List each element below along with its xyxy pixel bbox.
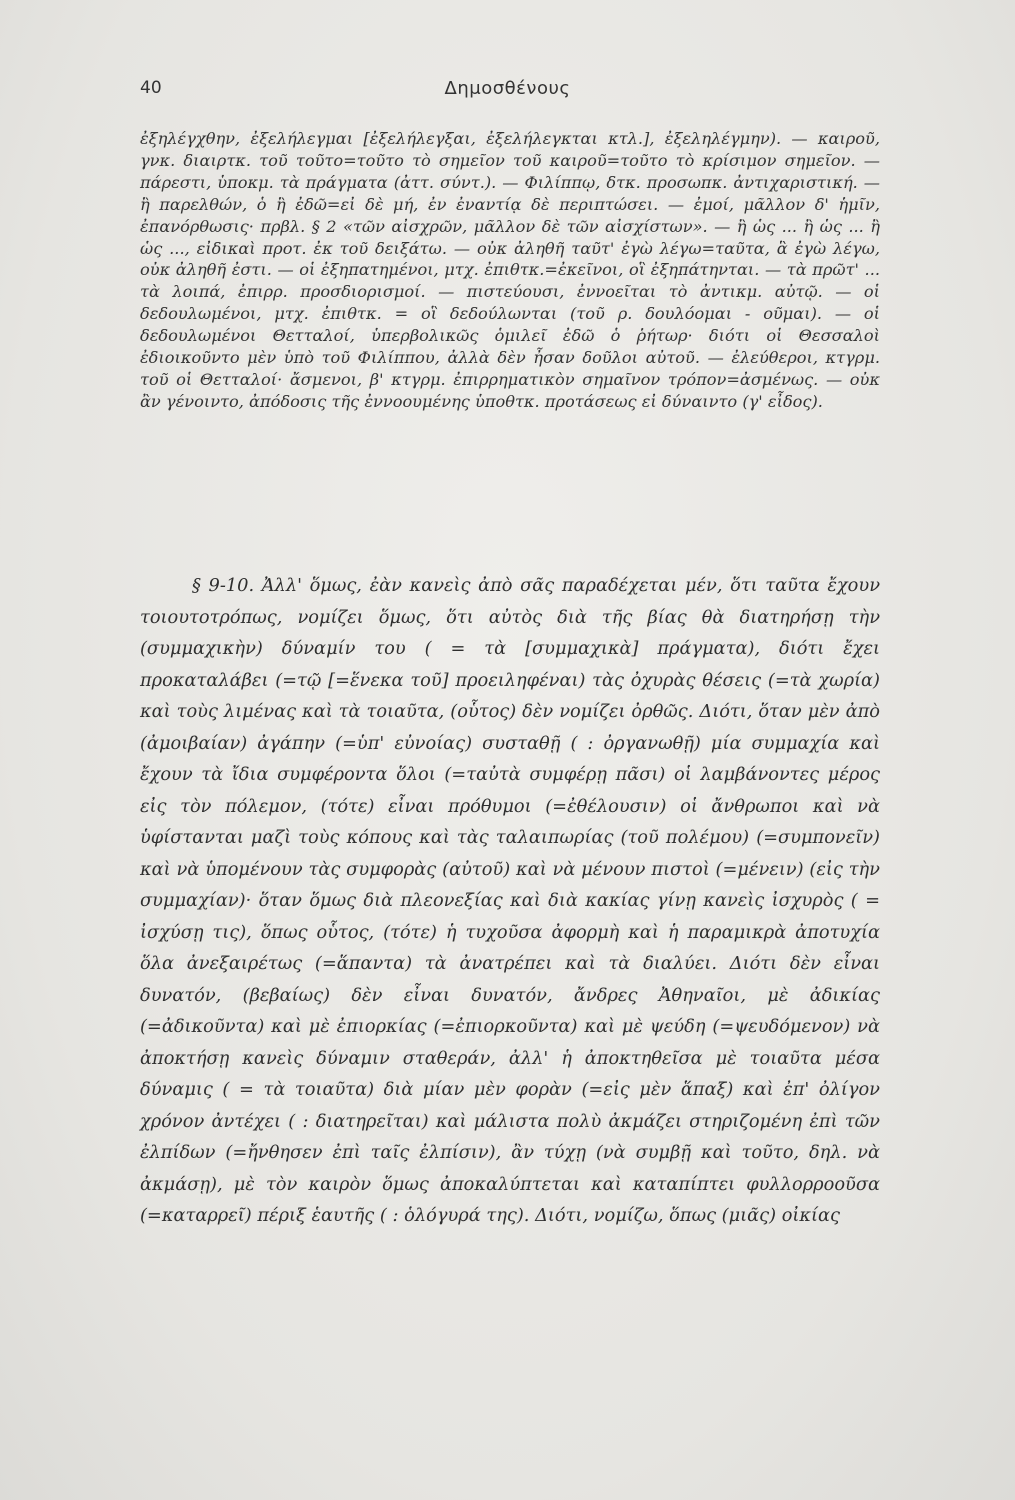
page-number: 40: [140, 78, 162, 98]
translation-paragraph: § 9-10. Ἀλλ' ὅμως, ἐὰν κανεὶς ἀπὸ σᾶς παραδέχεται μέν, ὅτι ταῦτα ἔχουν τοιουτοτρόπως, νομίζει ὅμως, ὅτι αὐτὸς διὰ τῆς βίας θὰ διατηρήσῃ τὴν (συμμαχικὴν) δύναμίν του ( = τὰ [συμμαχικὰ] πράγματα), διότι ἔχει προκαταλάβει (=τῷ [=ἕνεκα τοῦ] προειληφέναι) τὰς ὀχυρὰς θέσεις (=τὰ χωρία) καὶ τοὺς λιμένας καὶ τὰ τοιαῦτα, (οὗτος) δὲν νομίζει ὀρθῶς. Διότι, ὅταν μὲν ἀπὸ (ἀμοιβαίαν) ἀγάπην (=ὑπ' εὐνοίας) συσταθῇ ( : ὀργανωθῇ) μία συμμαχία καὶ ἔχουν τὰ ἴδια συμφέροντα ὅλοι (=ταὐτὰ συμφέρῃ πᾶσι) οἱ λαμβάνοντες μέρος εἰς τὸν πόλεμον, (τότε) εἶναι πρόθυμοι (=ἐθέλουσιν) οἱ ἄνθρωποι καὶ νὰ ὑφίστανται μαζὶ τοὺς κόπους καὶ τὰς ταλαιπωρίας (τοῦ πολέμου) (=συμπονεῖν) καὶ νὰ ὑπομένουν τὰς συμφορὰς (αὐτοῦ) καὶ νὰ μένουν πιστοὶ (=μένειν) (εἰς τὴν συμμαχίαν)· ὅταν ὅμως διὰ πλεονεξίας καὶ διὰ κακίας γίνῃ κανεὶς ἰσχυρὸς ( = ἰσχύσῃ τις), ὅπως οὗτος, (τότε) ἡ τυχοῦσα ἀφορμὴ καὶ ἡ παραμικρὰ ἀποτυχία ὅλα ἀνεξαιρέτως (=ἅπαντα) τὰ ἀνατρέπει καὶ τὰ διαλύει. Διότι δὲν εἶναι δυνατόν, (βεβαίως) δὲν εἶναι δυνατόν, ἄνδρες Ἀθηναῖοι, μὲ ἀδικίας (=ἀδικοῦντα) καὶ μὲ ἐπιορκίας (=ἐπιορκοῦντα) καὶ μὲ ψεύδη (=ψευδόμενον) νὰ ἀποκτήσῃ κανεὶς δύναμιν σταθεράν, ἀλλ' ἡ ἀποκτηθεῖσα μὲ τοιαῦτα μέσα δύναμις ( = τὰ τοιαῦτα) διὰ μίαν μὲν φορὰν (=εἰς μὲν ἅπαξ) καὶ ἐπ' ὀλίγον χρόνον ἀντέχει ( : διατηρεῖται) καὶ μάλιστα πολὺ ἀκμάζει στηριζομένη ἐπὶ τῶν ἐλπίδων (=ἤνθησεν ἐπὶ ταῖς ἐλπίσιν), ἂν τύχῃ (νὰ συμβῇ καὶ τοῦτο, δηλ. νὰ ἀκμάσῃ), μὲ τὸν καιρὸν ὅμως ἀποκαλύπτεται καὶ καταπίπτει φυλλορροοῦσα (=καταρρεῖ) πέριξ ἑαυτῆς ( : ὁλόγυρά της). Διότι, νομίζω, ὅπως (μιᾶς) οἰκίας: [140, 575, 880, 1226]
main-translation: [140, 570, 880, 1232]
page-header: [140, 78, 875, 108]
commentary-notes: [140, 128, 880, 413]
running-title: Δημοσθένους: [444, 78, 571, 99]
commentary-paragraph: ἐξηλέγχθην, ἐξελήλεγμαι [ἐξελήλεγξαι, ἐξελήλεγκται κτλ.], ἐξεληλέγμην). — καιροῦ, γνκ. διαιρτκ. τοῦ τοῦτο=τοῦτο τὸ σημεῖον τοῦ καιροῦ=τοῦτο τὸ κρίσιμον σημεῖον. — πάρεστι, ὑποκμ. τὰ πράγματα (ἀττ. σύντ.). — Φιλίππῳ, δτκ. προσωπκ. ἀντιχαριστική. — ἢ παρελθών, ὁ ἢ ἐδῶ=εἰ δὲ μή, ἐν ἐναντίᾳ δὲ περιπτώσει. — ἐμοί, μᾶλλον δ' ἡμῖν, ἐπανόρθωσις· πρβλ. § 2 «τῶν αἰσχρῶν, μᾶλλον δὲ τῶν αἰσχίστων». — ἢ ὡς ... ἢ ὡς ... ἢ ὡς ..., εἰδικαὶ προτ. ἐκ τοῦ δειξάτω. — οὐκ ἀληθῆ ταῦτ' ἐγὼ λέγω=ταῦτα, ἃ ἐγὼ λέγω, οὐκ ἀληθῆ ἐστι. — οἱ ἐξηπατημένοι, μτχ. ἐπιθτκ.=ἐκεῖνοι, οἳ ἐξηπάτηνται. — τὰ πρῶτ' ... τὰ λοιπά, ἐπιρρ. προσδιορισμοί. — πιστεύουσι, ἐννοεῖται τὸ ἀντικμ. αὐτῷ. — οἱ δεδουλωμένοι, μτχ. ἐπιθτκ. = οἳ δεδούλωνται (τοῦ ρ. δουλόομαι - οῦμαι). — οἱ δεδουλωμένοι Θετταλοί, ὑπερβολικῶς ὁμιλεῖ ἐδῶ ὁ ῥήτωρ· διότι οἱ Θεσσαλοὶ ἐδιοικοῦντο μὲν ὑπὸ τοῦ Φιλίππου, ἀλλὰ δὲν ἦσαν δοῦλοι αὐτοῦ. — ἐλεύθεροι, κτγρμ. τοῦ οἱ Θετταλοί· ἄσμενοι, β' κτγρμ. ἐπιρρηματικὸν σημαῖνον τρόπον=ἀσμένως. — οὐκ ἂν γένοιντο, ἀπόδοσις τῆς ἐννοουμένης ὑποθτκ. προτάσεως εἰ δύναιντο (γ' εἶδος).: [140, 129, 880, 411]
